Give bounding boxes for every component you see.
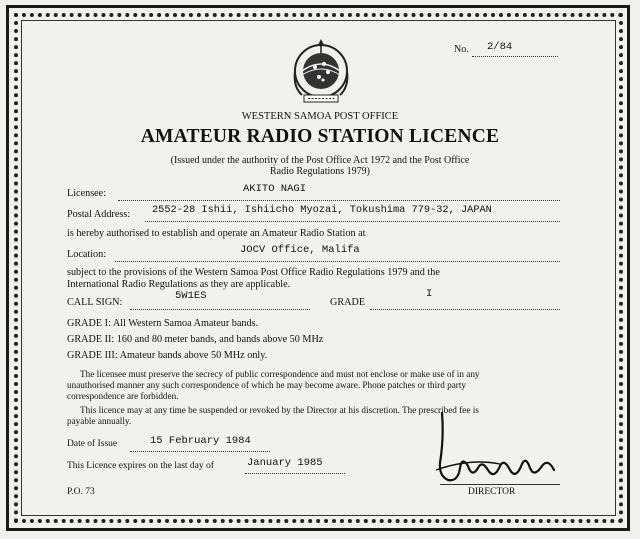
- address-value: 2552-28 Ishii, Ishiicho Myozai, Tokushima 779-32, JAPAN: [152, 204, 492, 216]
- grade-2-description: GRADE II: 160 and 80 meter bands, and bands above 50 MHz: [67, 334, 324, 345]
- director-label: DIRECTOR: [468, 487, 516, 497]
- licensee-value: AKITO NAGI: [243, 183, 307, 195]
- authorised-text: is hereby authorised to establish and operate an Amateur Radio Station at: [67, 228, 366, 239]
- secrecy-text-3: correspondence are forbidden.: [67, 391, 179, 401]
- grade-1-description: GRADE I: All Western Samoa Amateur bands.: [67, 318, 259, 329]
- secrecy-text-1: The licensee must preserve the secrecy of public correspondence and must not enclose or make use of in any: [80, 369, 480, 379]
- licensee-line: [118, 200, 560, 201]
- expiry-line: [245, 473, 345, 474]
- revoke-text-2: payable annually.: [67, 416, 132, 426]
- licence-subtitle-2: Radio Regulations 1979): [270, 166, 370, 177]
- signature-text: [1, 1, 2, 2]
- licence-number: 2/84: [487, 41, 513, 53]
- subject-text-2: International Radio Regulations as they are applicable.: [67, 279, 291, 290]
- issue-date-value: 15 February 1984: [150, 435, 251, 447]
- number-line: [472, 56, 558, 57]
- location-line: [115, 261, 560, 262]
- secrecy-text-2: unauthorised manner any such correspondence of which he may become aware. Phone patches or third party: [67, 380, 467, 390]
- samoa-emblem-icon: [290, 37, 352, 105]
- licensee-label: Licensee:: [67, 188, 107, 199]
- grade-3-description: GRADE III: Amateur bands above 50 MHz only.: [67, 350, 268, 361]
- issue-date-line: [130, 451, 270, 452]
- callsign-value: 5W1ES: [175, 290, 207, 302]
- callsign-label: CALL SIGN:: [67, 297, 123, 308]
- issue-date-label: Date of Issue: [67, 439, 118, 449]
- revoke-text-1: This licence may at any time be suspended or revoked by the Director at his discretion. The prescribed fee is: [80, 405, 479, 415]
- address-label: Postal Address:: [67, 209, 131, 220]
- grade-value: I: [426, 288, 433, 300]
- licence-subtitle-1: (Issued under the authority of the Post Office Act 1972 and the Post Office: [170, 155, 470, 166]
- number-label: No.: [454, 44, 469, 55]
- expiry-value: January 1985: [247, 457, 323, 469]
- grade-label: GRADE: [330, 297, 366, 308]
- expiry-label: This Licence expires on the last day of: [67, 461, 214, 471]
- licence-title: AMATEUR RADIO STATION LICENCE: [140, 126, 500, 147]
- director-signature: [430, 408, 570, 488]
- subject-text-1: subject to the provisions of the Western Samoa Post Office Radio Regulations 1979 and the: [67, 267, 440, 278]
- grade-line: [370, 309, 560, 310]
- address-line: [145, 221, 560, 222]
- location-label: Location:: [67, 249, 107, 260]
- location-value: JOCV Office, Malifa: [240, 244, 360, 256]
- post-office-name: WESTERN SAMOA POST OFFICE: [241, 111, 399, 122]
- form-number: P.O. 73: [67, 487, 95, 497]
- director-line: [440, 484, 560, 485]
- callsign-line: [130, 309, 310, 310]
